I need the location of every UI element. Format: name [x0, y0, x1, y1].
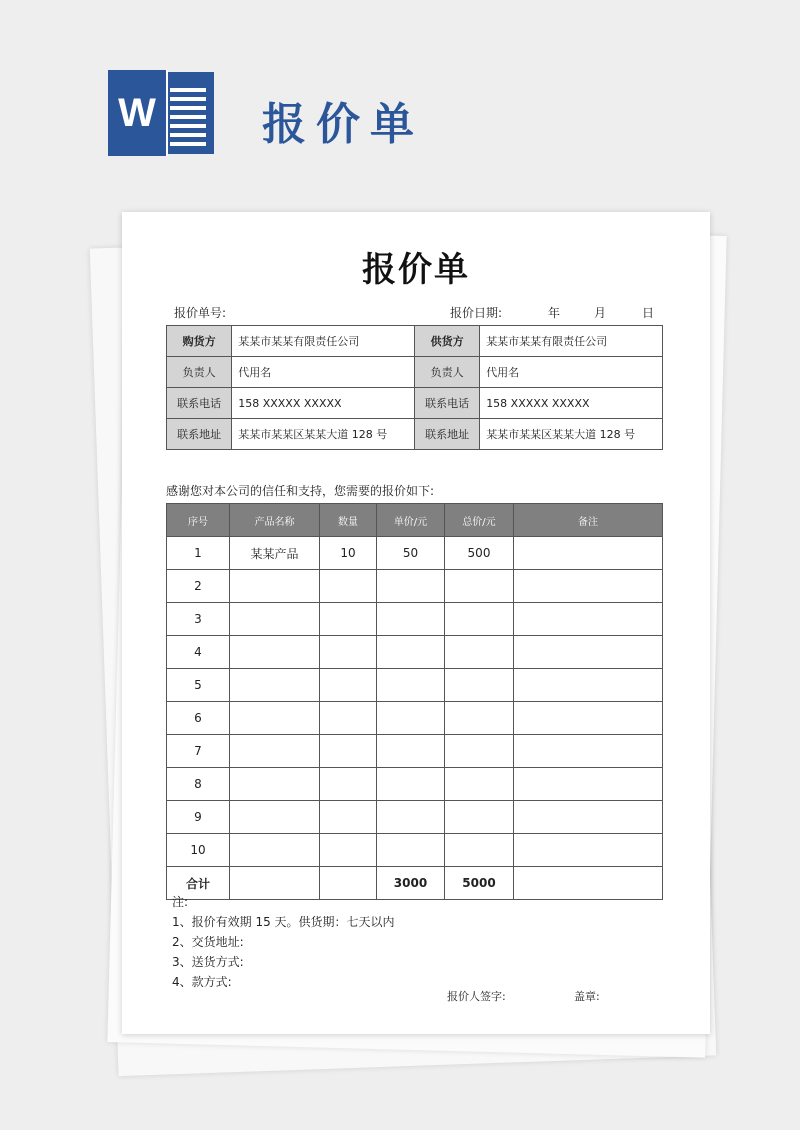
- table-cell: [514, 834, 663, 867]
- table-cell: [377, 702, 445, 735]
- buyer-field-value: 158 XXXXX XXXXX: [232, 388, 415, 419]
- table-cell: 1: [167, 537, 230, 570]
- table-cell: [445, 801, 514, 834]
- table-cell: [514, 603, 663, 636]
- table-cell: [377, 669, 445, 702]
- total-cell: [514, 867, 663, 900]
- note-line: 3、送货方式:: [172, 955, 244, 969]
- table-cell: [445, 735, 514, 768]
- buyer-field-value: 代用名: [232, 357, 415, 388]
- table-cell: 5: [167, 669, 230, 702]
- header-title: 报价单: [262, 99, 424, 150]
- supplier-field-value: 某某市某某有限责任公司: [480, 326, 663, 357]
- table-cell: [445, 834, 514, 867]
- table-cell: [230, 636, 320, 669]
- date-year-unit: 年: [548, 306, 561, 320]
- table-cell: [377, 801, 445, 834]
- supplier-field-value: 某某市某某区某某大道 128 号: [480, 419, 663, 450]
- table-row: [167, 570, 663, 603]
- buyer-field-label: 联系地址: [167, 419, 232, 450]
- table-cell: [320, 702, 377, 735]
- table-cell: [514, 735, 663, 768]
- table-row: [167, 735, 663, 768]
- word-logo-letter: W: [108, 70, 166, 156]
- table-cell: 2: [167, 570, 230, 603]
- column-header: 数量: [320, 504, 377, 537]
- supplier-field-label: 联系电话: [414, 388, 479, 419]
- table-cell: [445, 603, 514, 636]
- table-cell: [514, 801, 663, 834]
- table-cell: [514, 537, 663, 570]
- table-cell: [320, 603, 377, 636]
- table-cell: [230, 702, 320, 735]
- total-cell: 合计: [167, 867, 230, 900]
- table-cell: [445, 702, 514, 735]
- table-cell: [320, 801, 377, 834]
- signature-label: 报价人签字:: [447, 990, 506, 1003]
- table-cell: [320, 669, 377, 702]
- table-cell: [230, 603, 320, 636]
- info-row: [167, 388, 663, 419]
- buyer-field-label: 负责人: [167, 357, 232, 388]
- table-cell: 10: [320, 537, 377, 570]
- table-cell: 6: [167, 702, 230, 735]
- note-line: 1、报价有效期 15 天。供货期：七天以内: [172, 915, 395, 929]
- table-cell: [230, 768, 320, 801]
- date-month-unit: 月: [594, 306, 607, 320]
- table-row: [167, 801, 663, 834]
- table-cell: 10: [167, 834, 230, 867]
- quote-number-label: 报价单号:: [174, 306, 227, 320]
- info-row: [167, 326, 663, 357]
- note-line: 4、款方式:: [172, 975, 232, 989]
- table-cell: 500: [445, 537, 514, 570]
- notes-section: [172, 892, 395, 992]
- column-header: 序号: [167, 504, 230, 537]
- date-day-unit: 日: [642, 306, 655, 320]
- column-header: 备注: [514, 504, 663, 537]
- quote-items-table: [166, 503, 663, 900]
- table-row: [167, 669, 663, 702]
- table-row: [167, 537, 663, 570]
- table-cell: [514, 702, 663, 735]
- table-cell: [320, 570, 377, 603]
- seal-label: 盖章:: [574, 990, 600, 1003]
- column-header: 单价/元: [377, 504, 445, 537]
- column-header: 产品名称: [230, 504, 320, 537]
- supplier-field-label: 联系地址: [414, 419, 479, 450]
- buyer-field-label: 购货方: [167, 326, 232, 357]
- table-row: [167, 702, 663, 735]
- supplier-field-label: 供货方: [414, 326, 479, 357]
- table-cell: [320, 735, 377, 768]
- table-header-row: [167, 504, 663, 537]
- table-cell: 9: [167, 801, 230, 834]
- table-cell: [377, 570, 445, 603]
- party-info-table: [166, 325, 663, 450]
- table-cell: [230, 834, 320, 867]
- table-row: [167, 603, 663, 636]
- table-row: [167, 768, 663, 801]
- table-cell: [514, 570, 663, 603]
- table-cell: [377, 834, 445, 867]
- quote-date-label: 报价日期:: [450, 306, 503, 320]
- table-cell: [320, 636, 377, 669]
- document-title: 报价单: [362, 250, 470, 290]
- table-cell: [445, 669, 514, 702]
- table-cell: [230, 669, 320, 702]
- table-cell: [230, 570, 320, 603]
- buyer-field-value: 某某市某某区某某大道 128 号: [232, 419, 415, 450]
- table-cell: [514, 768, 663, 801]
- info-row: [167, 419, 663, 450]
- table-cell: 4: [167, 636, 230, 669]
- supplier-field-value: 158 XXXXX XXXXX: [480, 388, 663, 419]
- table-cell: 某某产品: [230, 537, 320, 570]
- table-cell: [445, 768, 514, 801]
- table-cell: 3: [167, 603, 230, 636]
- total-cell: 5000: [445, 867, 514, 900]
- table-cell: 50: [377, 537, 445, 570]
- table-cell: 7: [167, 735, 230, 768]
- quote-document: [122, 212, 710, 1034]
- buyer-field-value: 某某市某某有限责任公司: [232, 326, 415, 357]
- table-cell: [514, 669, 663, 702]
- column-header: 总价/元: [445, 504, 514, 537]
- table-cell: [320, 768, 377, 801]
- table-row: [167, 834, 663, 867]
- info-row: [167, 357, 663, 388]
- table-cell: [445, 636, 514, 669]
- note-line: 2、交货地址:: [172, 935, 244, 949]
- supplier-field-value: 代用名: [480, 357, 663, 388]
- table-cell: [377, 768, 445, 801]
- supplier-field-label: 负责人: [414, 357, 479, 388]
- table-cell: [230, 735, 320, 768]
- word-logo-icon: [108, 70, 214, 156]
- table-cell: [377, 603, 445, 636]
- buyer-field-label: 联系电话: [167, 388, 232, 419]
- table-cell: 8: [167, 768, 230, 801]
- table-row: [167, 636, 663, 669]
- table-cell: [377, 636, 445, 669]
- total-cell: 3000: [377, 867, 445, 900]
- table-cell: [445, 570, 514, 603]
- table-cell: [230, 801, 320, 834]
- thanks-text: 感谢您对本公司的信任和支持，您需要的报价如下:: [166, 484, 435, 498]
- table-cell: [320, 834, 377, 867]
- table-cell: [514, 636, 663, 669]
- table-cell: [377, 735, 445, 768]
- note-line: 注:: [172, 895, 189, 909]
